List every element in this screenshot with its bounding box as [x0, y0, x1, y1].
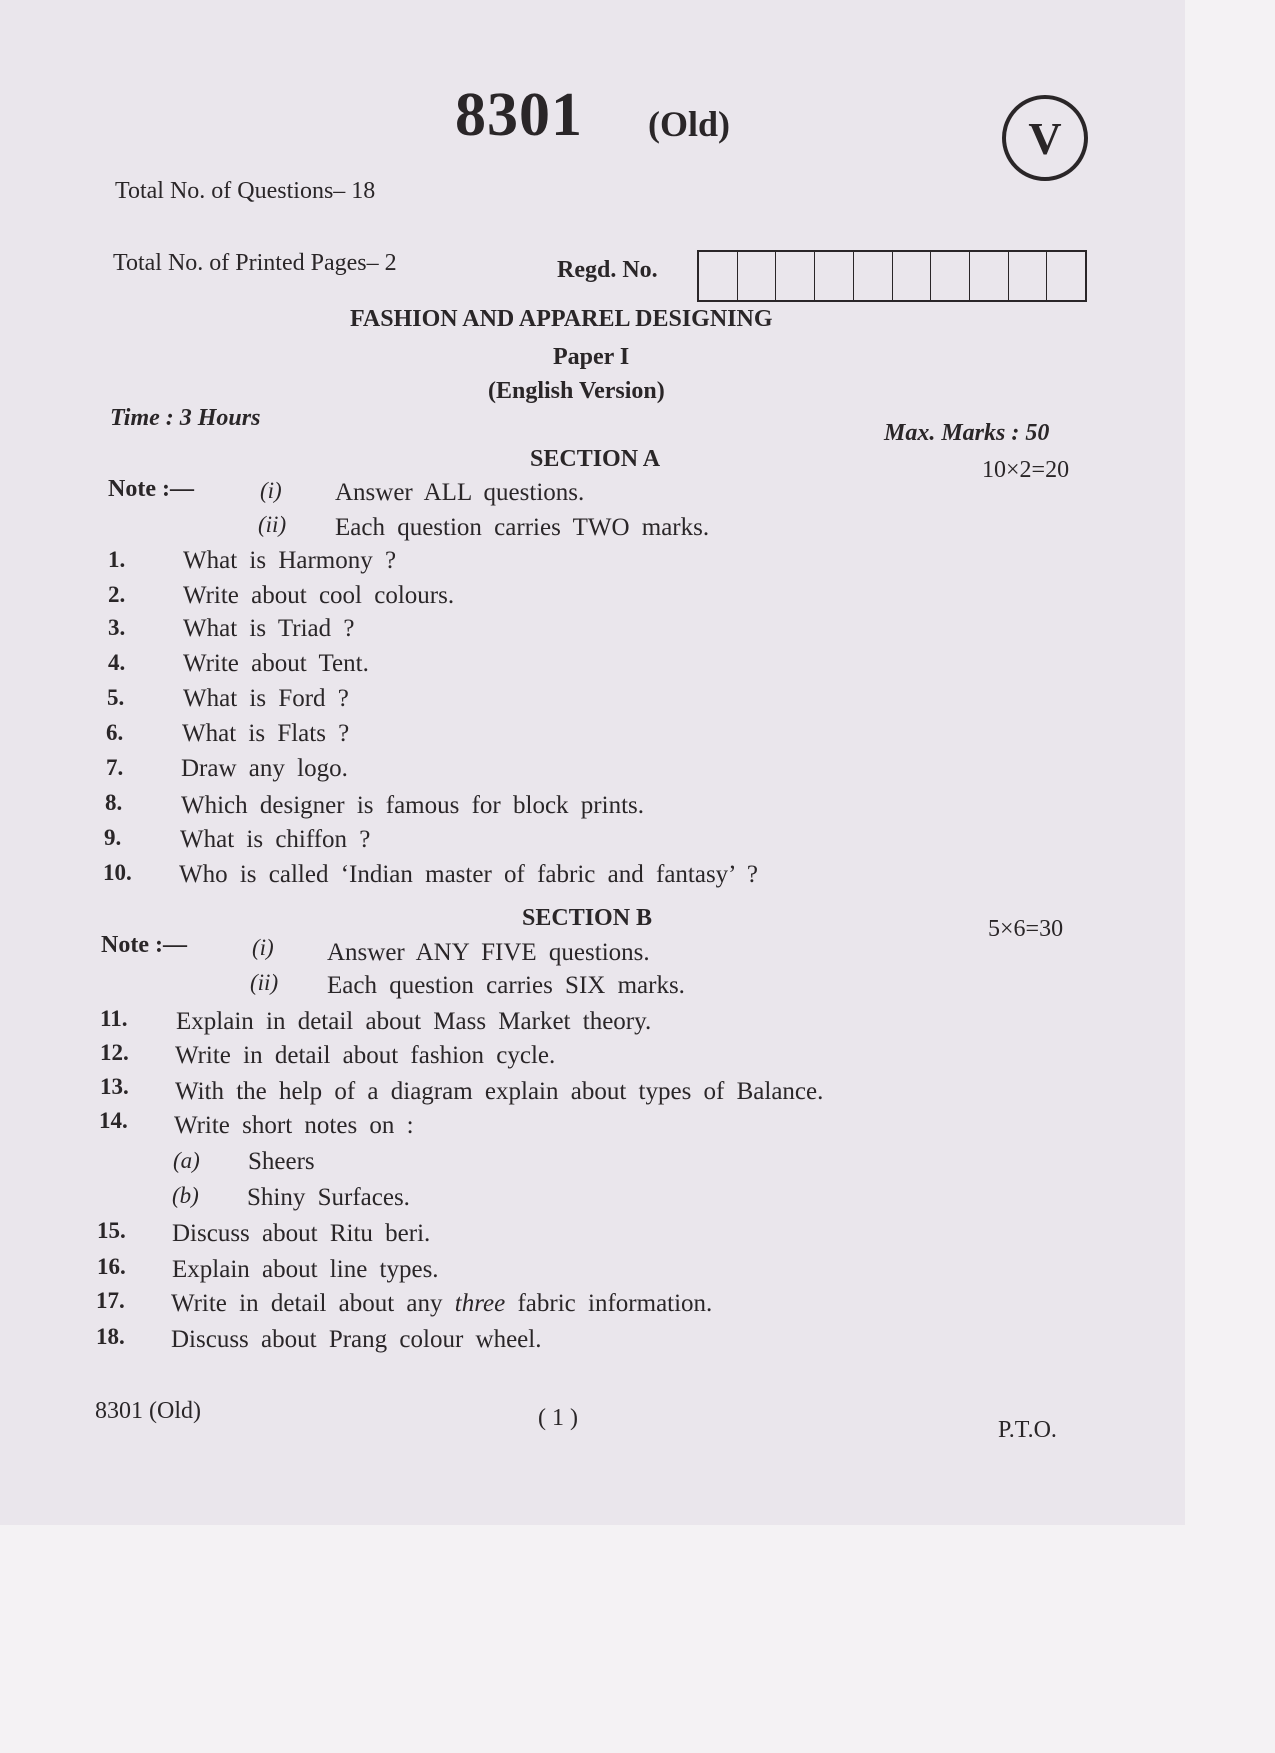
question-number: 12. [100, 1040, 129, 1065]
question-text: What is Triad ? [183, 615, 355, 642]
question-number: 15. [97, 1218, 126, 1243]
question-number: 1. [108, 547, 126, 572]
question-text: What is Ford ? [183, 685, 349, 712]
question-text: With the help of a diagram explain about types of Balance. [175, 1078, 824, 1105]
question-number: 11. [100, 1006, 128, 1031]
question-number: 9. [104, 825, 122, 850]
paper-number: Paper I [553, 344, 630, 370]
section-a-marks: 10×2=20 [982, 457, 1070, 483]
question-number: 18. [96, 1324, 125, 1349]
question-text: Write about cool colours. [183, 582, 455, 609]
question-text: Write in detail about any three fabric information. [171, 1290, 713, 1317]
subject-title: FASHION AND APPAREL DESIGNING [350, 306, 773, 332]
paper-code: 8301 [455, 81, 583, 149]
subpart-marker: (b) [172, 1183, 199, 1208]
note-marker: (ii) [258, 512, 287, 537]
question-number: 17. [96, 1288, 125, 1313]
footer-code: 8301 (Old) [95, 1398, 201, 1424]
set-letter: V [1028, 112, 1062, 164]
question-text: What is Harmony ? [183, 547, 397, 574]
note-marker: (i) [260, 478, 282, 503]
question-text: Who is called ‘Indian master of fabric and fantasy’ ? [179, 861, 758, 888]
subpart-marker: (a) [173, 1148, 200, 1173]
section-a-heading: SECTION A [530, 446, 661, 472]
note-text: Each question carries TWO marks. [335, 514, 710, 541]
question-text: Write in detail about fashion cycle. [175, 1042, 556, 1069]
question-text: Which designer is famous for block prints. [181, 792, 644, 819]
question-text: What is chiffon ? [180, 826, 371, 853]
pto-label: P.T.O. [998, 1417, 1057, 1443]
question-text: Discuss about Ritu beri. [172, 1220, 431, 1247]
question-number: 14. [99, 1108, 128, 1133]
section-b-note-label: Note :— [101, 932, 187, 958]
version: (English Version) [488, 378, 665, 404]
question-text: Explain in detail about Mass Market theory. [176, 1008, 652, 1035]
question-number: 13. [100, 1074, 129, 1099]
subpart-text: Sheers [248, 1148, 315, 1175]
total-questions: Total No. of Questions– 18 [115, 178, 376, 204]
note-marker: (ii) [250, 970, 279, 995]
note-text: Answer ANY FIVE questions. [327, 939, 650, 966]
section-b-heading: SECTION B [522, 905, 653, 931]
set-letter-badge [1002, 95, 1088, 181]
max-marks: Max. Marks : 50 [884, 420, 1050, 446]
question-text: Write short notes on : [174, 1112, 414, 1139]
paper-variant: (Old) [648, 104, 731, 144]
question-number: 8. [105, 790, 123, 815]
question-number: 6. [106, 720, 124, 745]
regd-label: Regd. No. [557, 257, 658, 283]
question-number: 3. [108, 615, 126, 640]
note-text: Each question carries SIX marks. [327, 972, 685, 999]
page-number: ( 1 ) [538, 1405, 578, 1431]
question-text: Write about Tent. [183, 650, 369, 677]
question-number: 16. [97, 1254, 126, 1279]
note-text: Answer ALL questions. [335, 479, 585, 506]
question-number: 5. [107, 685, 125, 710]
question-number: 4. [108, 650, 126, 675]
question-number: 2. [108, 582, 126, 607]
question-text: What is Flats ? [182, 720, 350, 747]
total-pages: Total No. of Printed Pages– 2 [113, 250, 397, 276]
question-text: Explain about line types. [172, 1256, 439, 1283]
subpart-text: Shiny Surfaces. [247, 1184, 410, 1211]
note-marker: (i) [252, 935, 274, 960]
question-text: Draw any logo. [181, 755, 348, 782]
time-limit: Time : 3 Hours [110, 405, 261, 431]
question-number: 7. [106, 755, 124, 780]
regd-number-boxes [697, 250, 1087, 302]
section-b-marks: 5×6=30 [988, 916, 1064, 942]
section-a-note-label: Note :— [108, 476, 194, 502]
question-text: Discuss about Prang colour wheel. [171, 1326, 542, 1353]
question-number: 10. [103, 860, 132, 885]
